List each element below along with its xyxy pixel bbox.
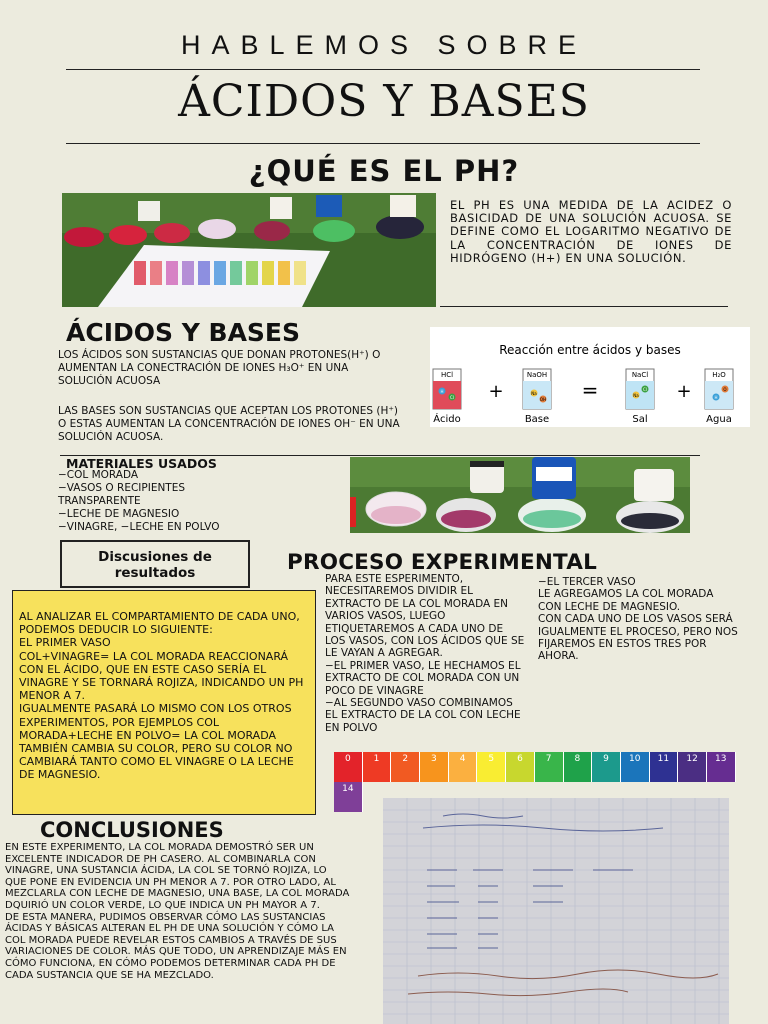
divider bbox=[66, 143, 700, 144]
conclusions-heading: CONCLUSIONES bbox=[40, 818, 224, 842]
discussion-text: AL ANALIZAR EL COMPARTAMIENTO DE CADA UNO, PODEMOS DEDUCIR LO SIGUIENTE: EL PRIMER VASO COL+VINAGRE= LA COL MORADA REACCIONARÁ CON EL ÁCIDO, QUE EN ESTE CASO SERÍA EL VINAGRE Y SE TORNARÁ ROJIZA, INDICANDO UN PH MENOR A 7. IGUALMENTE PASARÁ LO MISMO CON LOS OTROS EXPERIMENTOS, POR EJEMPLOS COL MORADA+LECHE EN POLVO= LA COL MORADA TAMBIÉN CAMBIA SU COLOR, PERO SU COLOR NO CAMBIARÁ TANTO COMO EL VINAGRE O LA LECHE DE MAGNESIO. bbox=[19, 610, 304, 782]
ion-label: O bbox=[723, 387, 727, 392]
beaker-label: H₂O bbox=[712, 371, 726, 379]
conclusions-text: EN ESTE EXPERIMENTO, LA COL MORADA DEMOSTRÓ SER UN EXCELENTE INDICADOR DE PH CASERO. AL COMBINARLA CON VINAGRE, UNA SUSTANCIA ÁCIDA, LA COL SE TORNÓ ROJIZA, LO QUE PONE EN EVIDENCIA UN PH MENOR A 7. POR OTRO LADO, AL MEZCLARLA CON LECHE DE MAGNESIO, UNA BASE, LA COL MORADA DQUIRIÓ UN COLOR VERDE, LO QUE INDICA UN PH MAYOR A 7. DE ESTA MANERA, PUDIMOS OBSERVAR CÓMO LAS SUSTANCIAS ÁCIDAS Y BÁSICAS ALTERAN EL PH DE UNA SOLUCIÓN Y CÓMO LA COL MORADA PUEDE REVELAR ESTOS CAMBIOS A TRAVÉS DE SUS VARIACIONES DE COLOR. MÁS QUE TODO, UN APRENDIZAJE MÁS EN CÓMO FUNCIONA, EN CÓMO PODEMOS DETERMINAR CADA PH DE CADA SUSTANCIA QUE SE HA MEZCLADO. bbox=[5, 842, 350, 981]
ph-scale-cell: 11 bbox=[650, 752, 679, 782]
bases-text: LAS BASES SON SUSTANCIAS QUE ACEPTAN LOS PROTONES (H⁺) O ESTAS AUMENTAN LA CONCENTRACIÓN DE IONES OH⁻ EN UNA SOLUCIÓN ACUOSA. bbox=[58, 405, 400, 443]
reaction-diagram-title: Reacción entre ácidos y bases bbox=[499, 343, 681, 357]
beaker-label: NaCl bbox=[631, 371, 649, 379]
diagram-label: Base bbox=[524, 414, 550, 425]
materials-photo bbox=[350, 457, 690, 533]
acids-text: LOS ÁCIDOS SON SUSTANCIAS QUE DONAN PROTONES(H⁺) O AUMENTAN LA CONECTRACIÓN DE IONES H₃O⁺ EN UNA SOLUCIÓN ACUOSA bbox=[58, 349, 381, 387]
ion-label: H bbox=[714, 395, 718, 400]
ion-label: Cl bbox=[450, 395, 454, 400]
ion-label: H bbox=[440, 389, 444, 394]
poster-kicker: HABLEMOS SOBRE bbox=[180, 30, 588, 60]
diagram-label: Sal bbox=[632, 414, 648, 425]
ph-scale bbox=[334, 752, 750, 794]
discussion-heading-box bbox=[60, 540, 250, 588]
divider bbox=[440, 306, 728, 307]
notebook-photo bbox=[383, 798, 729, 1024]
beaker-label: HCl bbox=[440, 371, 454, 379]
ion-label: Cl bbox=[643, 387, 647, 392]
discussion-heading: Discusiones de resultados bbox=[98, 549, 212, 581]
poster-title: ÁCIDOS Y BASES bbox=[178, 76, 590, 127]
divider bbox=[66, 69, 700, 70]
ph-scale-cell: 2 bbox=[391, 752, 420, 782]
operator: = bbox=[581, 378, 599, 402]
ph-scale-cell: 7 bbox=[535, 752, 564, 782]
ph-scale-cell: 9 bbox=[592, 752, 621, 782]
ph-scale-cell: 10 bbox=[621, 752, 650, 782]
ph-scale-cell: 6 bbox=[506, 752, 535, 782]
ph-scale-cell: 5 bbox=[477, 752, 506, 782]
ph-definition: EL PH ES UNA MEDIDA DE LA ACIDEZ O BASICIDAD DE UNA SOLUCIÓN ACUOSA. SE DEFINE COMO EL LOGARITMO NEGATIVO DE LA CONCENTRACIÓN DE IONES DE HIDRÓGENO (H+) EN UNA SOLUCIÓN. bbox=[450, 198, 732, 265]
ph-scale-cell: 1 bbox=[363, 752, 392, 782]
ph-test-photo bbox=[62, 193, 436, 307]
ph-heading: ¿QUÉ ES EL PH? bbox=[248, 154, 520, 188]
diagram-label: Ácido bbox=[433, 414, 461, 425]
ion-label: OH bbox=[539, 397, 547, 402]
discussion-box bbox=[12, 590, 316, 815]
ion-label: Na bbox=[531, 391, 537, 396]
operator: + bbox=[488, 381, 504, 402]
ion-label: Na bbox=[633, 393, 639, 398]
ph-scale-cell: 3 bbox=[420, 752, 449, 782]
materials-list: −COL MORADA −VASOS O RECIPIENTES TRANSPARENTE −LECHE DE MAGNESIO −VINAGRE, −LECHE EN POLVO bbox=[58, 469, 220, 533]
beaker-label: NaOH bbox=[526, 371, 548, 379]
ph-scale-cell: 0 bbox=[334, 752, 363, 782]
ph-scale-cell: 12 bbox=[678, 752, 707, 782]
ph-scale-cell: 14 bbox=[334, 782, 363, 812]
ph-scale-cell: 4 bbox=[449, 752, 478, 782]
process-col1: PARA ESTE ESPERIMENTO, NECESITAREMOS DIVIDIR EL EXTRACTO DE LA COL MORADA EN VARIOS VASOS, LUEGO ETIQUETAREMOS A CADA UNO DE LOS VASOS, CON LOS ÁCIDOS QUE SE LE VAYAN A AGREGAR. −EL PRIMER VASO, LE HECHAMOS EL EXTRACTO DE COL MORADA CON UN POCO DE VINAGRE −AL SEGUNDO VASO COMBINAMOS EL EXTRACTO DE LA COL CON LECHE EN POLVO bbox=[325, 573, 525, 734]
process-heading: PROCESO EXPERIMENTAL bbox=[287, 550, 597, 575]
acids-bases-heading: ÁCIDOS Y BASES bbox=[66, 318, 301, 347]
materials-heading: MATERIALES USADOS bbox=[66, 456, 217, 471]
operator: + bbox=[676, 381, 692, 402]
ph-scale-cell: 13 bbox=[707, 752, 736, 782]
process-col2: −EL TERCER VASO LE AGREGAMOS LA COL MORADA CON LECHE DE MAGNESIO. CON CADA UNO DE LOS VASOS SERÁ IGUALMENTE EL PROCESO, PERO NOS FIJAREMOS EN ESTOS TRES POR AHORA. bbox=[538, 576, 738, 663]
ph-scale-cell: 8 bbox=[564, 752, 593, 782]
diagram-label: Agua bbox=[706, 414, 732, 425]
reaction-diagram bbox=[430, 327, 750, 427]
